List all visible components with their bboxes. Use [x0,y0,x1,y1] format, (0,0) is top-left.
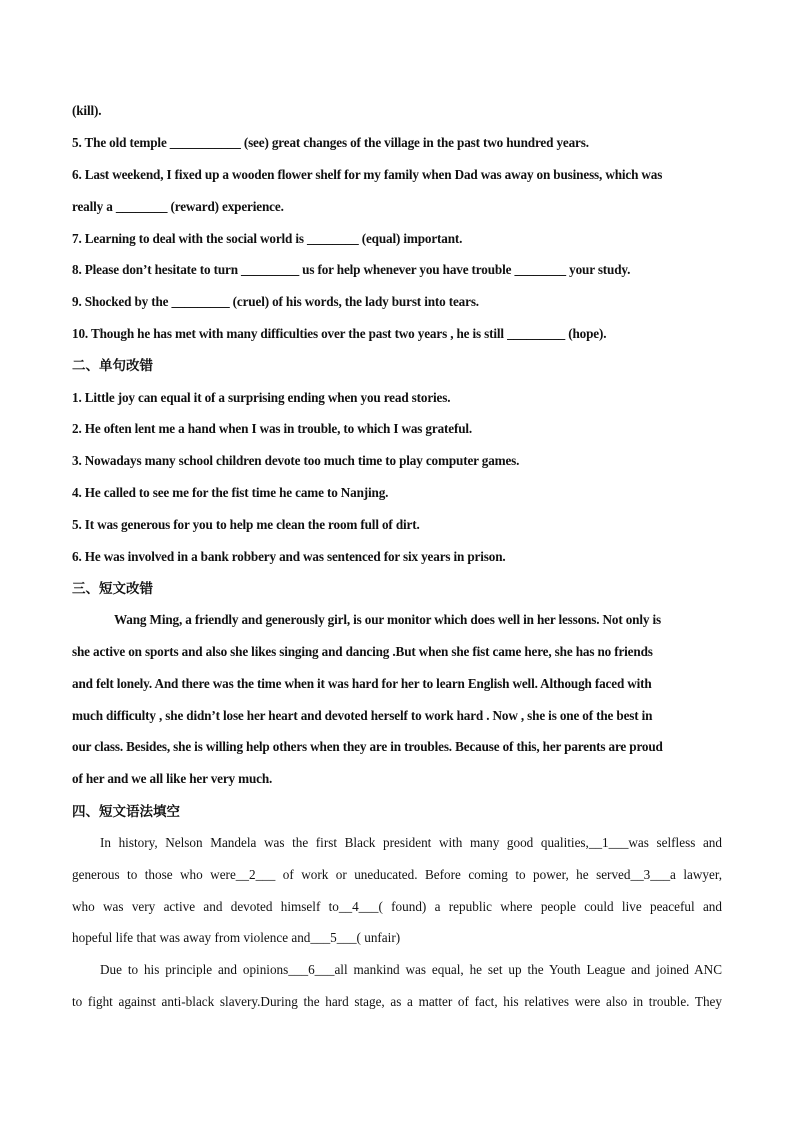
exercise-item-9: 9. Shocked by the _________ (cruel) of his words, the lady burst into tears. [72,294,479,309]
section-heading-2: 二、单句改错 [72,358,153,374]
correction-item-4: 4. He called to see me for the fist time he came to Nanjing. [72,485,389,500]
exercise-item-6: 6. Last weekend, I fixed up a wooden flower shelf for my family when Dad was away on business, which was [72,167,663,182]
correction-item-5: 5. It was generous for you to help me clean the room full of dirt. [72,517,420,532]
correction-item-1: 1. Little joy can equal it of a surprising ending when you read stories. [72,390,451,405]
exercise-item-6-cont: really a ________ (reward) experience. [72,199,284,214]
passage-line: she active on sports and also she likes singing and dancing .But when she fist came here, she has no friends [72,644,653,659]
exercise-item-7: 7. Learning to deal with the social world is ________ (equal) important. [72,231,463,246]
correction-item-6: 6. He was involved in a bank robbery and was sentenced for six years in prison. [72,549,506,564]
exercise-item-8: 8. Please don’t hesitate to turn _________ us for help whenever you have trouble ________ your study. [72,262,631,277]
passage-line: of her and we all like her very much. [72,771,273,786]
correction-item-2: 2. He often lent me a hand when I was in trouble, to which I was grateful. [72,421,473,436]
exercise-item-5: 5. The old temple ___________ (see) great changes of the village in the past two hundred years. [72,135,589,150]
passage-line: and felt lonely. And there was the time when it was hard for her to learn English well. Although faced with [72,676,652,691]
cloze-line: In history, Nelson Mandela was the first Black president with many good qualities,__1___was selfless and [100,835,722,850]
cloze-line: to fight against anti-black slavery.During the hard stage, as a matter of fact, his relatives were also in trouble. They [72,994,722,1009]
cloze-line: hopeful life that was away from violence and___5___( unfair) [72,930,401,945]
correction-item-3: 3. Nowadays many school children devote too much time to play computer games. [72,453,520,468]
passage-line: much difficulty , she didn’t lose her heart and devoted herself to work hard . Now , she is one of the best in [72,708,653,723]
cloze-line: Due to his principle and opinions___6___all mankind was equal, he set up the Youth League and joined ANC [100,962,722,977]
exercise-line-kill: (kill). [72,103,102,118]
cloze-line: who was very active and devoted himself to__4___( found) a republic where people could live peaceful and [72,899,722,914]
section-heading-3: 三、短文改错 [72,581,153,597]
passage-line: our class. Besides, she is willing help others when they are in troubles. Because of this, her parents are proud [72,739,663,754]
passage-line: Wang Ming, a friendly and generously girl, is our monitor which does well in her lessons. Not only is [114,612,661,627]
exercise-item-10: 10. Though he has met with many difficulties over the past two years , he is still _________ (hope). [72,326,607,341]
section-heading-4: 四、短文语法填空 [72,804,180,820]
cloze-line: generous to those who were__2___ of work or uneducated. Before coming to power, he served__3___a lawyer, [72,867,722,882]
